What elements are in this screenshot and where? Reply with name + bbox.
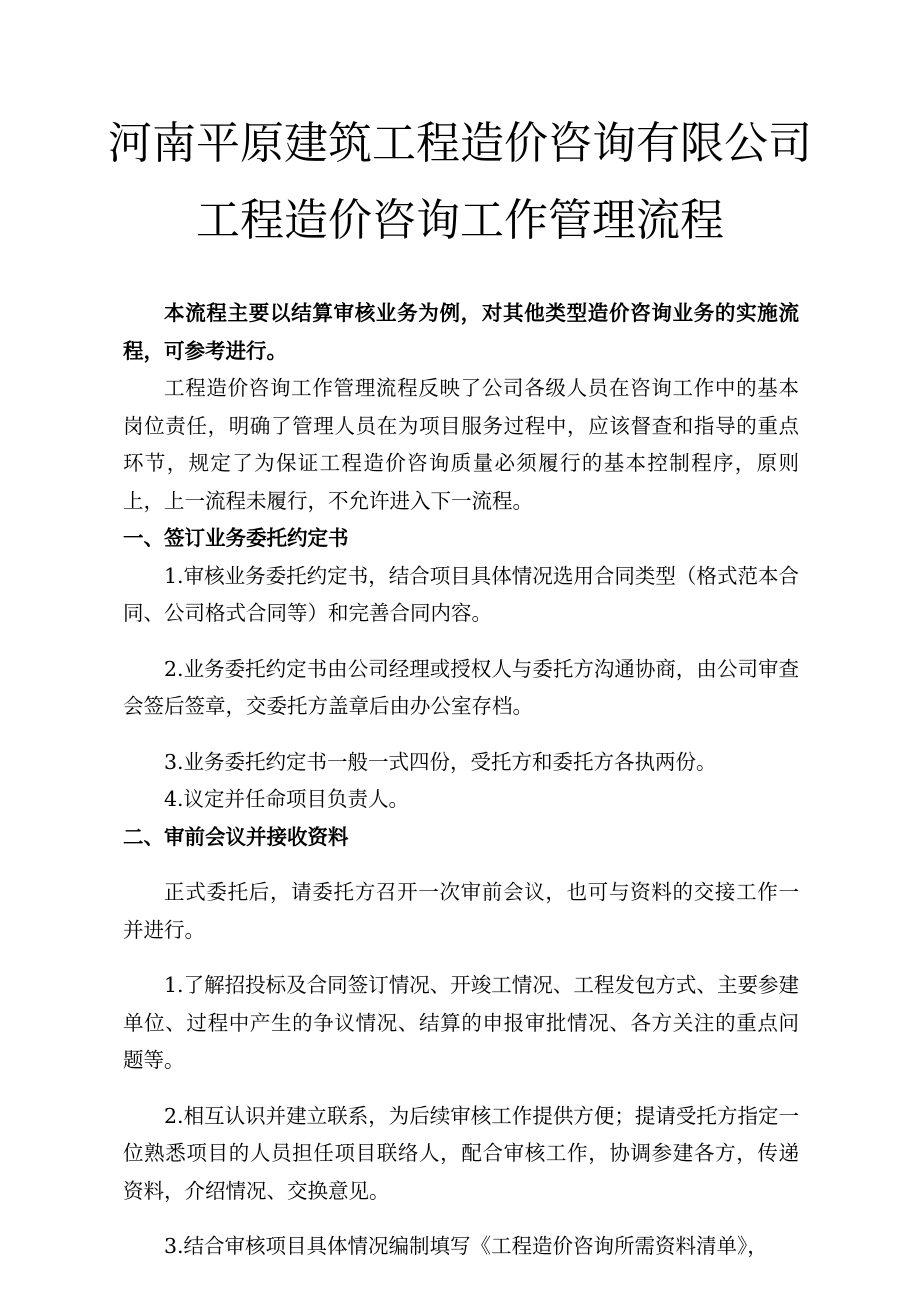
- section-1-item-4: 4.议定并任命项目负责人。: [164, 787, 410, 811]
- section-2-item-3: 3.结合审核项目具体情况编制填写《工程造价咨询所需资料清单》，: [164, 1234, 768, 1258]
- section-1-item-2: 2.业务委托约定书由公司经理或授权人与委托方沟通协商，由公司审查会签后签章，交委托方盖章后由办公室存档。: [123, 656, 799, 718]
- document-body: [123, 295, 799, 1266]
- section-2-item-1: 1.了解招投标及合同签订情况、开竣工情况、工程发包方式、主要参建单位、过程中产生的争议情况、结算的申报审批情况、各方关注的重点问题等。: [123, 973, 799, 1072]
- section-1-item-1: 1.审核业务委托约定书，结合项目具体情况选用合同类型（格式范本合同、公司格式合同等）和完善合同内容。: [123, 563, 799, 625]
- intro-paragraph: 工程造价咨询工作管理流程反映了公司各级人员在咨询工作中的基本岗位责任，明确了管理人员在为项目服务过程中，应该督查和指导的重点环节，规定了为保证工程造价咨询质量必须履行的基本控制程序，原则上，上一流程未履行，不允许进入下一流程。: [123, 376, 799, 513]
- section-2-intro: 正式委托后，请委托方召开一次审前会议，也可与资料的交接工作一并进行。: [123, 880, 799, 942]
- document-title-line-2: 工程造价咨询工作管理流程: [196, 195, 724, 246]
- document-title-line-1: 河南平原建筑工程造价咨询有限公司: [108, 118, 812, 169]
- section-2-item-2: 2.相互认识并建立联系，为后续审核工作提供方便；提请受托方指定一位熟悉项目的人员担任项目联络人，配合审核工作，协调参建各方，传递资料，介绍情况、交换意见。: [123, 1103, 799, 1203]
- section-2-heading: 二、审前会议并接收资料: [123, 824, 349, 849]
- section-1-heading: 一、签订业务委托约定书: [123, 526, 349, 550]
- intro-bold-paragraph: 本流程主要以结算审核业务为例，对其他类型造价咨询业务的实施流程，可参考进行。: [123, 301, 799, 363]
- section-1-item-3: 3.业务委托约定书一般一式四份，受托方和委托方各执两份。: [164, 749, 717, 774]
